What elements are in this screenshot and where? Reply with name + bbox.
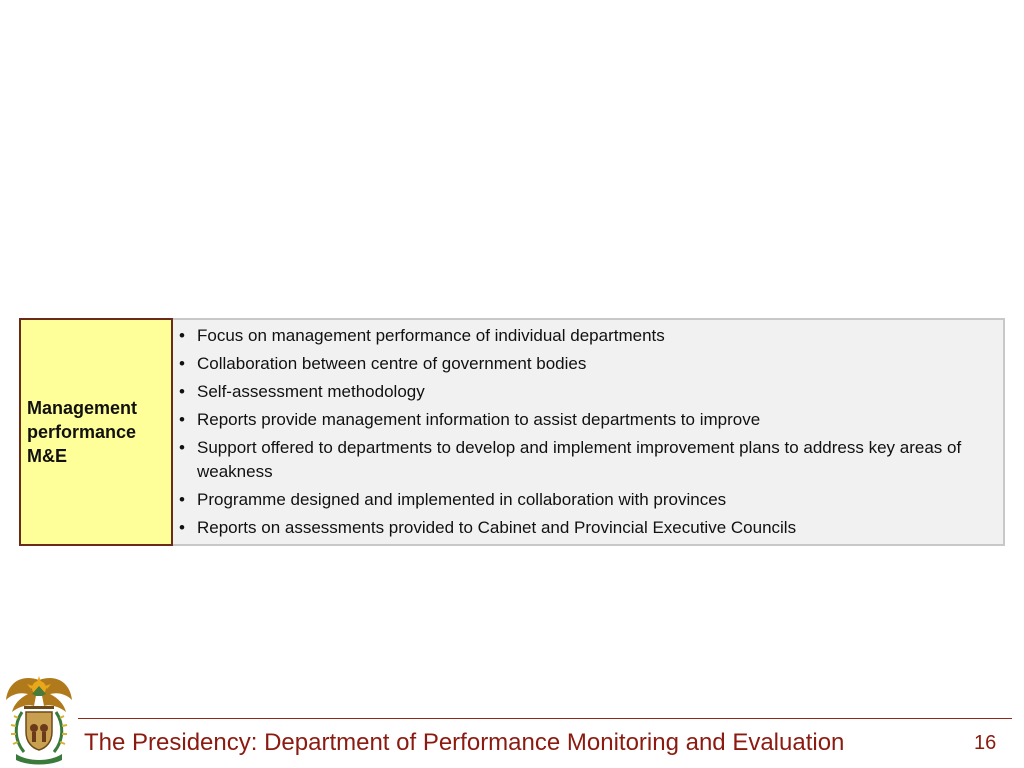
table-label-cell: [19, 318, 173, 546]
bullet-text: Reports on assessments provided to Cabinet and Provincial Executive Councils: [197, 518, 797, 537]
bullet-icon: •: [179, 382, 185, 401]
bullet-text: Self-assessment methodology: [197, 382, 425, 401]
list-item: [179, 408, 993, 432]
bullet-icon: •: [179, 438, 185, 457]
bullet-text: Collaboration between centre of government bodies: [197, 354, 587, 373]
footer-title: The Presidency: Department of Performance Monitoring and Evaluation: [84, 729, 845, 756]
bullet-text: Programme designed and implemented in collaboration with provinces: [197, 490, 727, 509]
list-item: [179, 352, 993, 376]
bullet-text: Focus on management performance of individual departments: [197, 326, 665, 345]
bullet-list: [179, 324, 993, 540]
bullet-text: Support offered to departments to develop and implement improvement plans to address key areas of weakness: [197, 438, 962, 481]
list-item: [179, 516, 993, 540]
table-content-cell: [173, 318, 1005, 546]
list-item: [179, 380, 993, 404]
bullet-text: Reports provide management information to assist departments to improve: [197, 410, 761, 429]
list-item: [179, 324, 993, 348]
page-number: 16: [974, 732, 997, 754]
bullet-icon: •: [179, 518, 185, 537]
info-table: [19, 318, 1005, 546]
list-item: [179, 436, 993, 484]
list-item: [179, 488, 993, 512]
footer-divider: [78, 718, 1012, 719]
table-label: Management performance M&E: [27, 398, 138, 466]
bullet-icon: •: [179, 326, 185, 345]
bullet-icon: •: [179, 490, 185, 509]
bullet-icon: •: [179, 354, 185, 373]
coat-of-arms-icon: [2, 672, 76, 766]
bullet-icon: •: [179, 410, 185, 429]
